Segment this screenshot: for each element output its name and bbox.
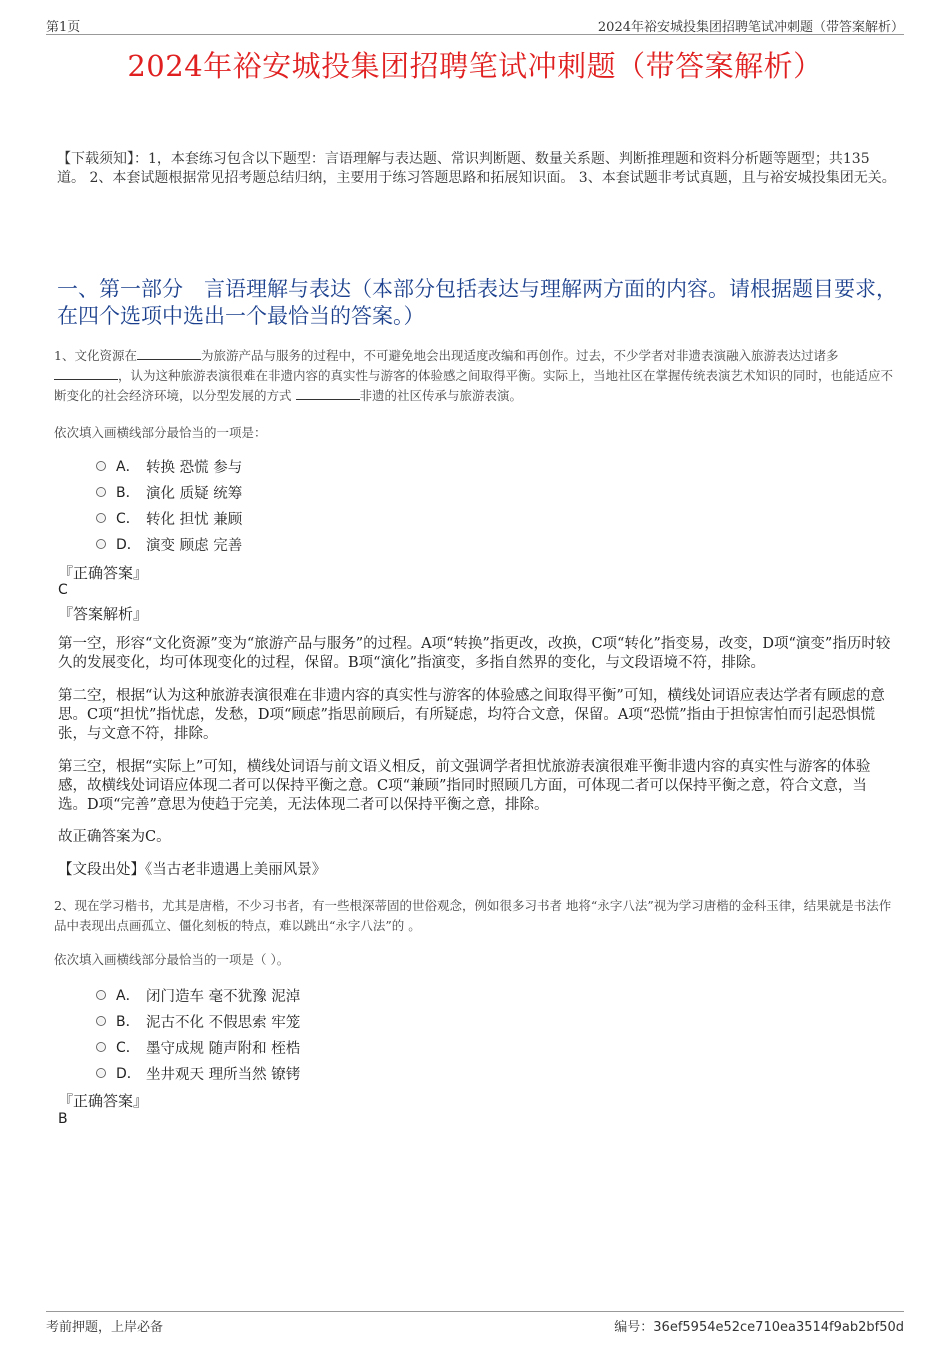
analysis-label: 『答案解析』 xyxy=(58,605,149,623)
question-2-options xyxy=(96,982,300,1086)
question-1-prompt: 依次填入画横线部分最恰当的一项是： xyxy=(54,425,267,440)
page-number: 第1页 xyxy=(46,20,81,35)
analysis-paragraph-2: 第二空，根据“认为这种旅游表演很难在非遗内容的真实性与游客的体验感之间取得平衡”可知，横线处词语应表达学者有顾虑的意思。C项“担忧”指忧虑，发愁，D项“顾虑”指思前顾后，有所疑虑，均符合文意，保留。A项“恐慌”指由于担惊害怕而引起恐惧慌张，与文意不符，排除。 xyxy=(58,688,885,742)
option-c[interactable]: C． 墨守成规 随声附和 桎梏 xyxy=(96,1034,300,1060)
question-1-options xyxy=(96,453,242,557)
radio-icon[interactable] xyxy=(96,539,106,549)
option-c[interactable]: C． 转化 担忧 兼顾 xyxy=(96,505,242,531)
radio-icon[interactable] xyxy=(96,513,106,523)
radio-icon[interactable] xyxy=(96,487,106,497)
footer-slogan: 考前押题，上岸必备 xyxy=(46,1320,164,1335)
radio-icon[interactable] xyxy=(96,461,106,471)
correct-answer-label: 『正确答案』 xyxy=(58,1092,149,1110)
footer-code: 编号：36ef5954e52ce710ea3514f9ab2bf50d xyxy=(614,1320,904,1335)
question-1-text: 1、文化资源在 为旅游产品与服务的过程中，不可避免地会出现适度改编和再创作。过去，不少学者对非遗表演融入旅游表达过诸多，认为这种旅游表演很难在非遗内容的真实性与游客的体验感之间取得平衡。实际上，当地社区在掌握传统表演艺术知识的同时，也能适应不断变化的社会经济环境，以分型发展的方式 非遗的社区传承与旅游表演。 xyxy=(54,348,894,403)
question-2-prompt: 依次填入画横线部分最恰当的一项是（ ）。 xyxy=(54,952,290,967)
option-a[interactable]: A． 闭门造车 毫不犹豫 泥淖 xyxy=(96,982,300,1008)
radio-icon[interactable] xyxy=(96,1068,106,1078)
question-2-text: 2、现在学习楷书，尤其是唐楷，不少习书者，有一些根深蒂固的世俗观念，例如很多习书者 地将“永字八法”视为学习唐楷的金科玉律，结果就是书法作品中表现出点画孤立、僵化刻板的特点，难以跳出“永字八法”的 。 xyxy=(54,898,892,933)
section-heading: 一、第一部分 言语理解与表达（本部分包括表达与理解两方面的内容。请根据题目要求，在四个选项中选出一个最恰当的答案。） xyxy=(57,277,897,328)
document-title: 2024年裕安城投集团招聘笔试冲刺题（带答案解析） xyxy=(127,49,823,83)
blank-line xyxy=(137,347,201,360)
correct-answer: C xyxy=(58,582,68,598)
download-notice: 【下载须知】：1，本套练习包含以下题型：言语理解与表达题、常识判断题、数量关系题、判断推理题和资料分析题等题型；共135道。 2、本套试题根据常见招考题总结归纳，主要用于练习答题思路和拓展知识面。 3、本套试题非考试真题，且与裕安城投集团无关。 xyxy=(57,151,896,186)
analysis-paragraph-1: 第一空，形容“文化资源”变为“旅游产品与服务”的过程。A项“转换”指更改，改换，C项“转化”指变易，改变，D项“演变”指历时较久的发展变化，均可体现变化的过程，保留。B项“演化”指演变，多指自然界的变化，与文段语境不符，排除。 xyxy=(58,636,891,671)
correct-answer-label: 『正确答案』 xyxy=(58,564,149,582)
header-doc-title: 2024年裕安城投集团招聘笔试冲刺题（带答案解析） xyxy=(597,20,904,35)
option-a[interactable]: A． 转换 恐慌 参与 xyxy=(96,453,242,479)
radio-icon[interactable] xyxy=(96,1016,106,1026)
analysis-paragraph-3: 第三空，根据“实际上”可知，横线处词语与前文语义相反，前文强调学者担忧旅游表演很难平衡非遗内容的真实性与游客的体验感，故横线处词语应体现二者可以保持平衡之意。C项“兼顾”指同时照顾几方面，可体现二者可以保持平衡之意，符合文意，当选。D项“完善”意思为使趋于完美，无法体现二者可以保持平衡之意，排除。 xyxy=(58,759,871,813)
text-source: 【文段出处】《当古老非遗遇上美丽风景》 xyxy=(58,862,327,878)
radio-icon[interactable] xyxy=(96,990,106,1000)
blank-line xyxy=(54,367,118,380)
analysis-conclusion: 故正确答案为C。 xyxy=(58,829,171,845)
option-d[interactable]: D． 演变 顾虑 完善 xyxy=(96,531,242,557)
correct-answer: B xyxy=(58,1111,68,1127)
option-b[interactable]: B． 泥古不化 不假思索 牢笼 xyxy=(96,1008,300,1034)
page-header xyxy=(46,14,904,35)
page-footer xyxy=(46,1311,904,1334)
blank-line xyxy=(296,387,360,400)
option-d[interactable]: D． 坐井观天 理所当然 镣铐 xyxy=(96,1060,300,1086)
radio-icon[interactable] xyxy=(96,1042,106,1052)
option-b[interactable]: B． 演化 质疑 统筹 xyxy=(96,479,242,505)
